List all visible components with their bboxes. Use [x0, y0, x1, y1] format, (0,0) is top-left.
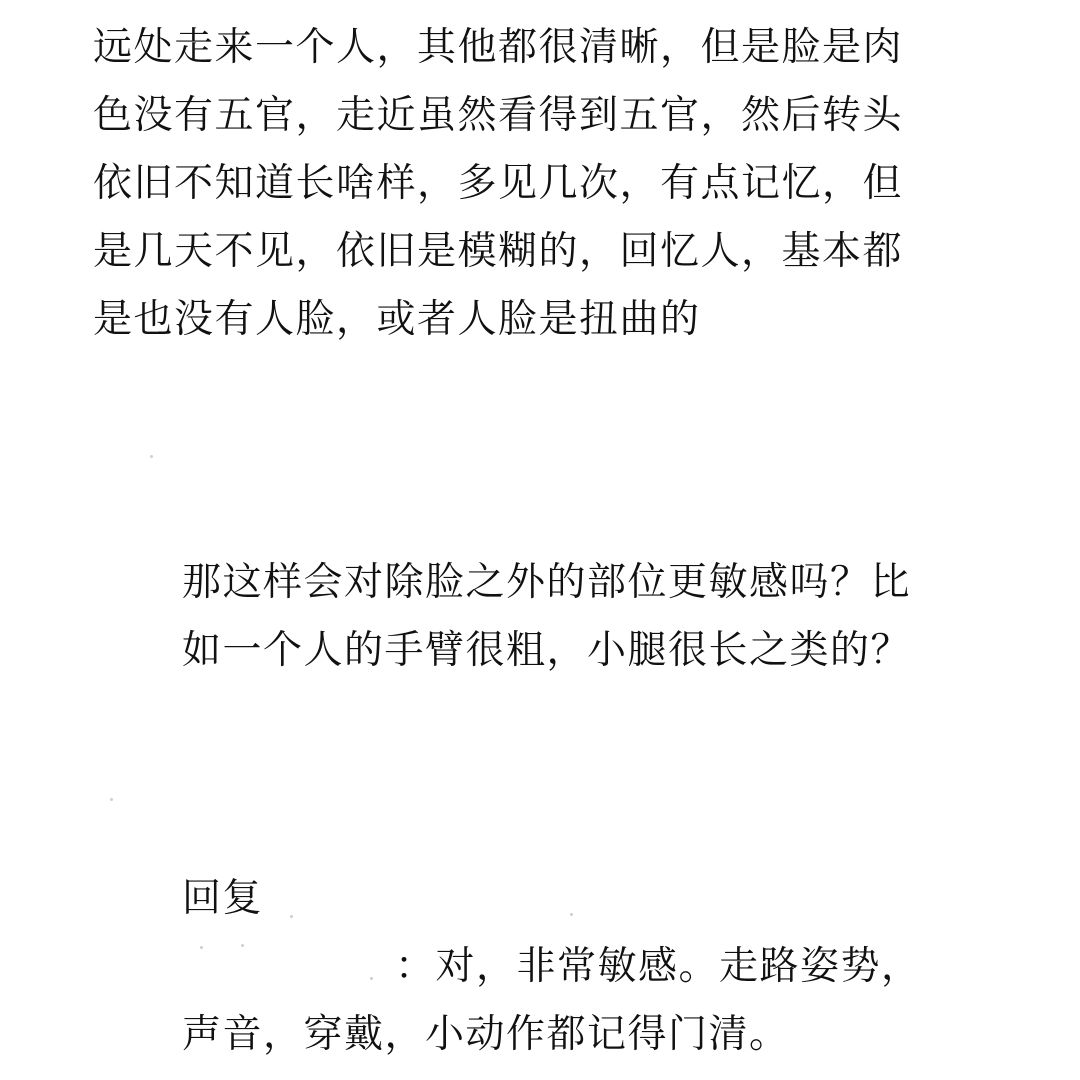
redaction-speck	[150, 455, 153, 458]
redaction-speck	[110, 798, 113, 801]
post-line: 是也没有人脸，或者人脸是扭曲的	[93, 297, 701, 342]
redacted-username	[182, 942, 392, 994]
redaction-speck	[290, 915, 293, 918]
redacted-username	[270, 880, 440, 932]
post-line: 是几天不见，依旧是模糊的，回忆人，基本都	[93, 229, 904, 274]
question-line: 如一个人的手臂很粗，小腿很长之类的？	[182, 628, 912, 673]
post-line: 远处走来一个人，其他都很清晰，但是脸是肉	[93, 25, 904, 70]
reply-line: 声音，穿戴，小动作都记得门清。	[182, 1012, 790, 1057]
post-line: 色没有五官，走近虽然看得到五官，然后转头	[93, 93, 904, 138]
redaction-speck	[200, 946, 203, 949]
redaction-speck	[370, 977, 373, 980]
comment-question	[182, 549, 1002, 685]
question-line: 那这样会对除脸之外的部位更敏感吗？比	[182, 560, 912, 605]
reply-line: ：对，非常敏感。走路姿势，	[395, 944, 922, 989]
reply-prefix: 回复	[182, 876, 264, 921]
redaction-speck	[570, 913, 573, 916]
redaction-speck	[241, 944, 244, 947]
post-line: 依旧不知道长啥样，多见几次，有点记忆，但	[93, 161, 904, 206]
post-body-text	[93, 14, 993, 354]
